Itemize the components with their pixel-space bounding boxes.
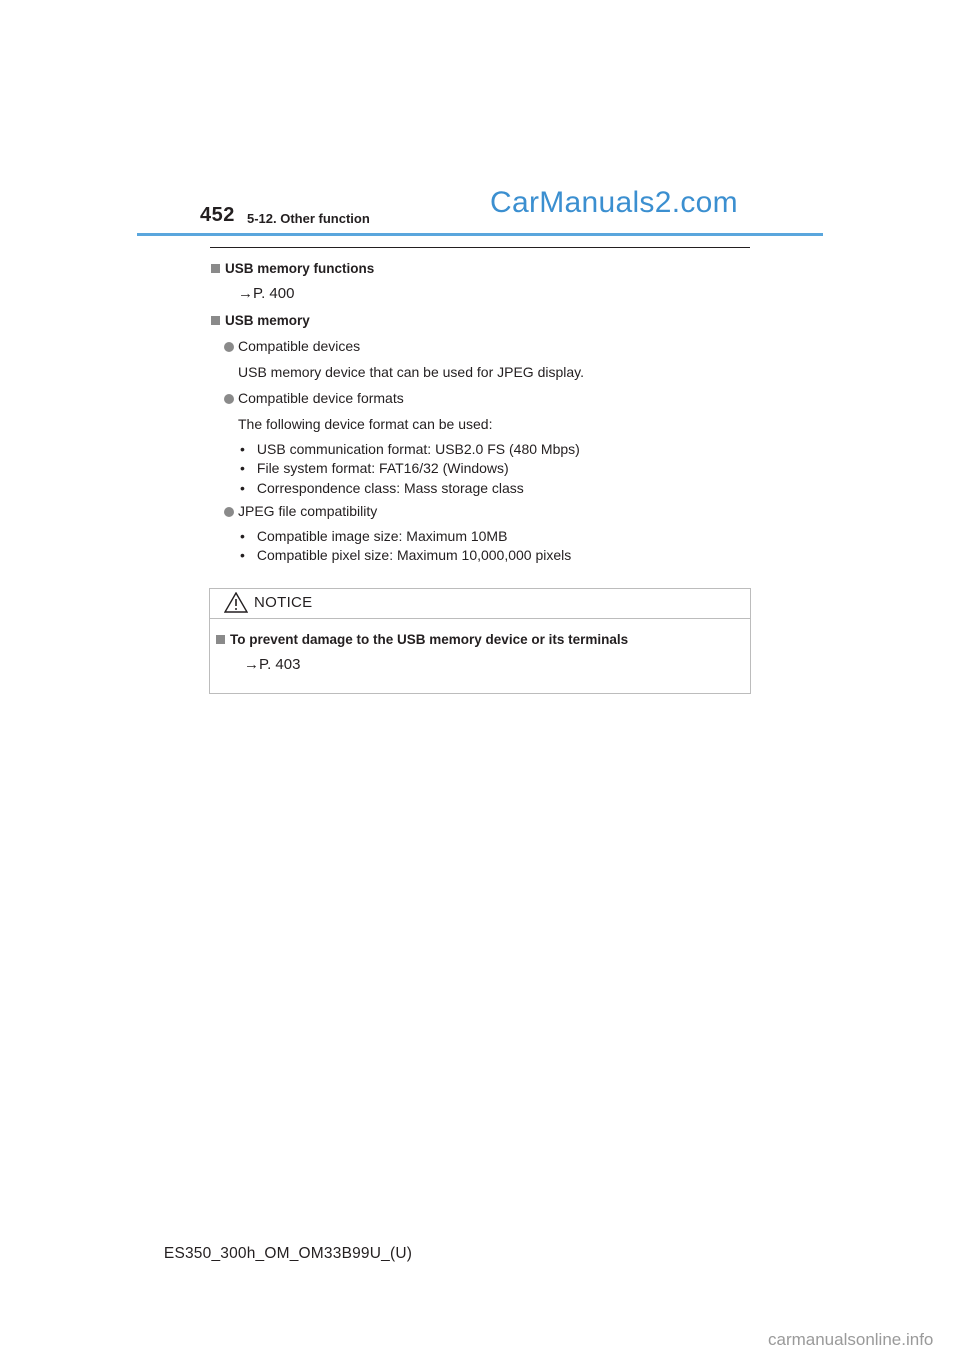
page-number: 452 [200,204,235,226]
notice-label: NOTICE [254,594,313,611]
page-reference[interactable]: →P. 400 [238,285,295,302]
content-rule [210,247,750,248]
section-title: 5-12. Other function [247,211,370,226]
round-bullet-icon [224,342,234,352]
page-reference[interactable]: →P. 403 [244,656,301,673]
item-jpeg-compatibility: JPEG file compatibility [224,503,377,519]
heading-usb-memory: USB memory [211,313,310,328]
square-bullet-icon [211,264,220,273]
sub-list-item: • Compatible pixel size: Maximum 10,000,000 pixels [240,547,572,563]
item-compatible-device-formats: Compatible device formats [224,390,404,406]
round-bullet-icon [224,507,234,517]
sub-list-item: • Compatible image size: Maximum 10MB [240,528,508,544]
square-bullet-icon [216,635,225,644]
item-text: USB memory device that can be used for JPEG display. [238,364,585,380]
watermark-footer[interactable]: carmanualsonline.info [768,1330,934,1349]
header-rule [137,233,823,236]
sub-list-item: • USB communication format: USB2.0 FS (480 Mbps) [240,441,580,457]
sub-list-item: • File system format: FAT16/32 (Windows) [240,460,509,476]
item-compatible-devices: Compatible devices [224,338,360,354]
square-bullet-icon [211,316,220,325]
item-text: The following device format can be used: [238,416,493,432]
sub-list-item: • Correspondence class: Mass storage class [240,480,524,496]
heading-usb-memory-functions: USB memory functions [211,261,374,276]
watermark-logo[interactable]: CarManuals2.com [490,186,738,219]
footer-code: ES350_300h_OM_OM33B99U_(U) [163,1245,413,1262]
round-bullet-icon [224,394,234,404]
warning-triangle-icon [224,592,248,613]
notice-heading: To prevent damage to the USB memory device or its terminals [216,632,628,647]
